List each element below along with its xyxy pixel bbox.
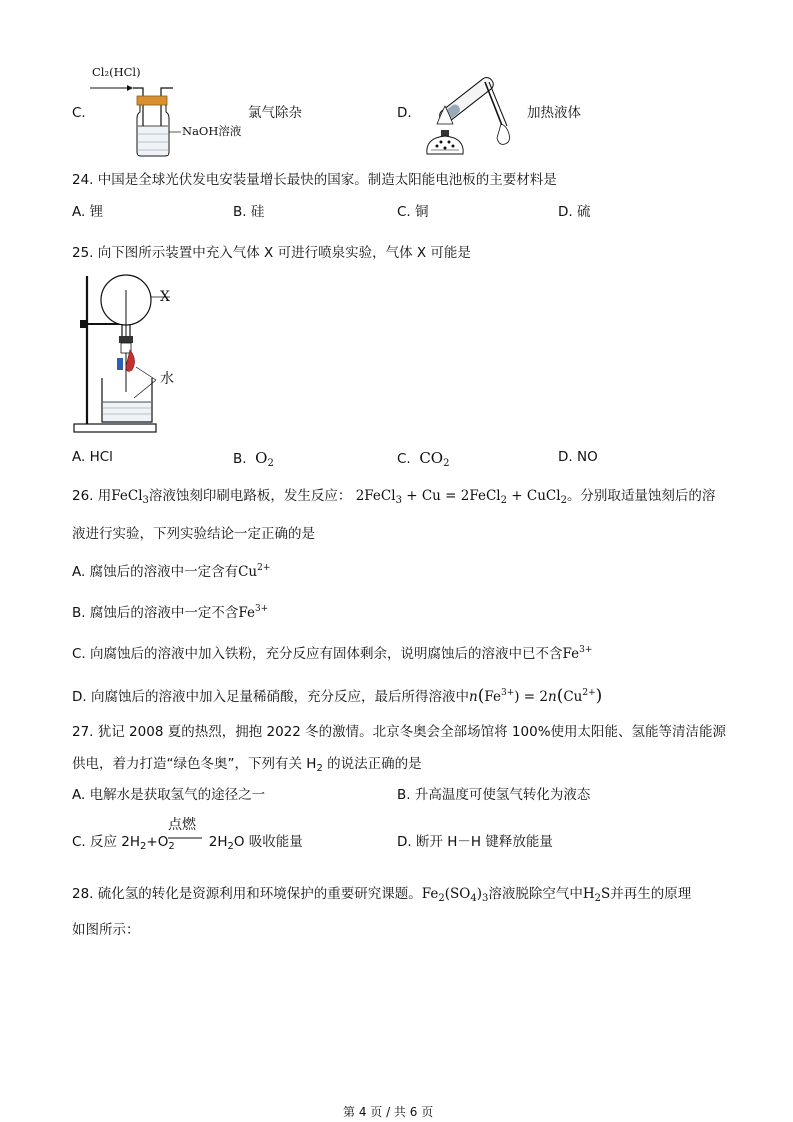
q25-option-c: C. $CO_2$ bbox=[397, 449, 450, 469]
q26-stem-line2: 液进行实验，下列实验结论一定正确的是 bbox=[72, 526, 315, 542]
q27-option-a: A. 电解水是获取氢气的途径之一 bbox=[72, 787, 266, 803]
q26-option-d: D. 向腐蚀后的溶液中加入足量稀硝酸，充分反应，最后所得溶液中$n(Fe^{3+}) = 2n(Cu^{2+})$ bbox=[72, 686, 603, 706]
q26-option-b: B. 腐蚀后的溶液中一定不含$Fe^{3+}$ bbox=[72, 604, 269, 621]
reaction-arrow-line bbox=[168, 836, 204, 842]
water-label: 水 bbox=[160, 371, 174, 387]
q24-option-b: B. 硅 bbox=[233, 204, 265, 220]
q26-equation: 2FeCl$_3$ + Cu = 2FeCl$_2$ + CuCl$_2$ bbox=[355, 488, 567, 506]
q27-option-d: D. 断开 H－H 键释放能量 bbox=[397, 834, 553, 850]
q25-option-d: D. NO bbox=[558, 449, 598, 465]
q25-stem: 25. 向下图所示装置中充入气体 X 可进行喷泉实验，气体 X 可能是 bbox=[72, 245, 471, 261]
q27-stem-line2: 供电，着力打造“绿色冬奥”，下列有关 $H_2$ 的说法正确的是 bbox=[72, 756, 422, 774]
q27-stem-line1: 27. 犹记 2008 夏的热烈，拥抱 2022 冬的激情。北京冬奥会全部场馆将 100%使用太阳能、氢能等清洁能源 bbox=[72, 724, 727, 740]
q24-option-d: D. 硫 bbox=[558, 204, 591, 220]
q23-option-d-text: 加热液体 bbox=[527, 105, 581, 121]
naoh-solution-label: NaOH溶液 bbox=[182, 124, 242, 138]
q26-option-a: A. 腐蚀后的溶液中一定含有$Cu^{2+}$ bbox=[72, 563, 271, 580]
q25-option-b: B. $O_2$ bbox=[233, 449, 274, 469]
page-number: 第 4 页 / 共 6 页 bbox=[343, 1105, 434, 1119]
fountain-experiment-diagram bbox=[72, 272, 202, 438]
q27-option-b: B. 升高温度可使氢气转化为液态 bbox=[397, 787, 591, 803]
q24-option-a: A. 锂 bbox=[72, 204, 104, 220]
q26-option-c: C. 向腐蚀后的溶液中加入铁粉，充分反应有固体剩余，说明腐蚀后的溶液中已不含$Fe^{3+}$ bbox=[72, 645, 593, 662]
q26-stem-line1: 26. 用FeCl$_3$溶液蚀刻印刷电路板，发生反应： 2FeCl$_3$ + Cu = 2FeCl$_2$ + CuCl$_2$。分别取适量蚀刻后的溶 bbox=[72, 488, 716, 506]
gas-inlet-label: Cl₂(HCl) bbox=[92, 65, 141, 79]
gas-x-label: X bbox=[160, 289, 170, 305]
q24-stem: 24. 中国是全球光伏发电安装量增长最快的国家。制造太阳能电池板的主要材料是 bbox=[72, 172, 557, 188]
heating-test-tube-diagram bbox=[415, 62, 520, 162]
q24-option-c: C. 铜 bbox=[397, 204, 429, 220]
q23-option-c-letter: C. bbox=[72, 105, 86, 121]
q23-option-d-letter: D. bbox=[397, 105, 412, 121]
reaction-condition-label: 点燃 bbox=[168, 817, 196, 833]
q25-option-a: A. HCl bbox=[72, 449, 113, 465]
q28-stem-line2: 如图所示： bbox=[72, 922, 140, 938]
q28-stem-line1: 28. 硫化氢的转化是资源利用和环境保护的重要研究课题。$Fe_2(SO_4)_3$溶液脱除空气中$H_2S$并再生的原理 bbox=[72, 886, 692, 904]
q27-option-c: C. 反应 $2H_2+O_2$ $2H_2O$ 吸收能量 bbox=[72, 834, 303, 852]
q23-option-c-text: 氯气除杂 bbox=[248, 105, 302, 121]
